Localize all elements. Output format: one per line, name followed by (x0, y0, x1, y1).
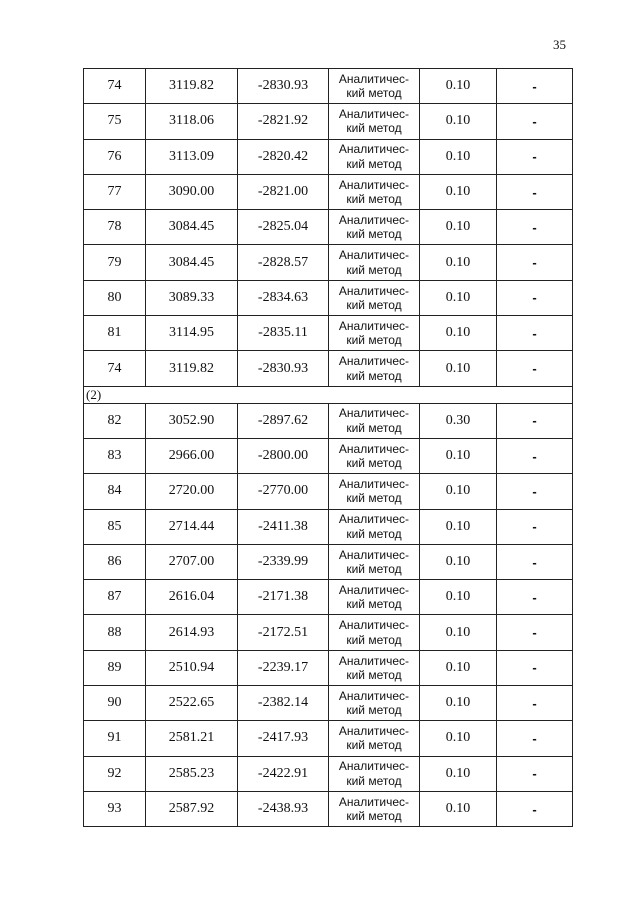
method-cell (329, 509, 420, 544)
precision-cell: 0.10 (420, 580, 497, 615)
point-number-cell: 74 (84, 69, 146, 104)
precision-cell: 0.10 (420, 104, 497, 139)
table-body (84, 69, 573, 827)
x-coordinate-cell: 3119.82 (146, 351, 238, 386)
point-number-cell: 89 (84, 650, 146, 685)
method-cell (329, 756, 420, 791)
x-coordinate-cell: 3113.09 (146, 139, 238, 174)
description-cell: - (497, 791, 573, 826)
x-coordinate-cell: 3084.45 (146, 245, 238, 280)
description-cell: - (497, 139, 573, 174)
y-coordinate-cell: -2172.51 (238, 615, 329, 650)
point-number-cell: 84 (84, 474, 146, 509)
table-row (84, 351, 573, 386)
method-cell (329, 245, 420, 280)
precision-cell: 0.10 (420, 544, 497, 579)
table-row (84, 756, 573, 791)
precision-cell: 0.10 (420, 174, 497, 209)
method-line-2: кий метод (346, 297, 402, 312)
description-cell: - (497, 69, 573, 104)
x-coordinate-cell: 2614.93 (146, 615, 238, 650)
method-line-1: Аналитичес- (338, 582, 410, 597)
method-line-1: Аналитичес- (338, 177, 410, 192)
method-line-1: Аналитичес- (338, 406, 410, 421)
table-row (84, 316, 573, 351)
table-row (84, 474, 573, 509)
precision-cell: 0.10 (420, 791, 497, 826)
precision-cell: 0.30 (420, 403, 497, 438)
method-cell (329, 280, 420, 315)
method-line-2: кий метод (346, 738, 402, 753)
x-coordinate-cell: 3089.33 (146, 280, 238, 315)
precision-cell: 0.10 (420, 438, 497, 473)
method-line-2: кий метод (346, 121, 402, 136)
y-coordinate-cell: -2382.14 (238, 686, 329, 721)
method-line-1: Аналитичес- (338, 354, 410, 369)
page-number: 35 (553, 37, 566, 52)
point-number-cell: 92 (84, 756, 146, 791)
method-cell (329, 544, 420, 579)
point-number-cell: 93 (84, 791, 146, 826)
x-coordinate-cell: 2707.00 (146, 544, 238, 579)
precision-cell: 0.10 (420, 316, 497, 351)
method-line-1: Аналитичес- (338, 107, 410, 122)
y-coordinate-cell: -2438.93 (238, 791, 329, 826)
point-number-cell: 85 (84, 509, 146, 544)
y-coordinate-cell: -2800.00 (238, 438, 329, 473)
method-line-2: кий метод (346, 667, 402, 682)
method-line-1: Аналитичес- (338, 318, 410, 333)
table-row (84, 650, 573, 685)
description-cell: - (497, 544, 573, 579)
x-coordinate-cell: 2714.44 (146, 509, 238, 544)
method-cell (329, 686, 420, 721)
y-coordinate-cell: -2830.93 (238, 69, 329, 104)
point-number-cell: 79 (84, 245, 146, 280)
method-line-2: кий метод (346, 456, 402, 471)
table-row (84, 544, 573, 579)
y-coordinate-cell: -2821.00 (238, 174, 329, 209)
method-line-1: Аналитичес- (338, 724, 410, 739)
method-line-2: кий метод (346, 227, 402, 242)
method-line-1: Аналитичес- (338, 794, 410, 809)
precision-cell: 0.10 (420, 756, 497, 791)
method-line-1: Аналитичес- (338, 653, 410, 668)
description-cell: - (497, 245, 573, 280)
table-row (84, 210, 573, 245)
method-line-2: кий метод (346, 809, 402, 824)
y-coordinate-cell: -2835.11 (238, 316, 329, 351)
point-number-cell: 83 (84, 438, 146, 473)
precision-cell: 0.10 (420, 686, 497, 721)
precision-cell: 0.10 (420, 509, 497, 544)
method-line-1: Аналитичес- (338, 441, 410, 456)
description-cell: - (497, 403, 573, 438)
description-cell: - (497, 650, 573, 685)
method-line-2: кий метод (346, 597, 402, 612)
point-number-cell: 81 (84, 316, 146, 351)
method-line-1: Аналитичес- (338, 618, 410, 633)
y-coordinate-cell: -2417.93 (238, 721, 329, 756)
description-cell: - (497, 756, 573, 791)
x-coordinate-cell: 3090.00 (146, 174, 238, 209)
method-line-1: Аналитичес- (338, 212, 410, 227)
method-line-2: кий метод (346, 491, 402, 506)
x-coordinate-cell: 3084.45 (146, 210, 238, 245)
method-line-2: кий метод (346, 562, 402, 576)
table-row (84, 403, 573, 438)
description-cell: - (497, 104, 573, 139)
description-cell: - (497, 351, 573, 386)
table-row (84, 686, 573, 721)
point-number-cell: 82 (84, 403, 146, 438)
y-coordinate-cell: -2770.00 (238, 474, 329, 509)
method-line-2: кий метод (346, 773, 402, 788)
description-cell: - (497, 210, 573, 245)
point-number-cell: 75 (84, 104, 146, 139)
table-row (84, 104, 573, 139)
y-coordinate-cell: -2897.62 (238, 403, 329, 438)
method-line-1: Аналитичес- (338, 283, 410, 298)
x-coordinate-cell: 2585.23 (146, 756, 238, 791)
precision-cell: 0.10 (420, 280, 497, 315)
table-row (84, 280, 573, 315)
y-coordinate-cell: -2171.38 (238, 580, 329, 615)
section-row (84, 386, 573, 403)
description-cell: - (497, 580, 573, 615)
point-number-cell: 77 (84, 174, 146, 209)
precision-cell: 0.10 (420, 139, 497, 174)
precision-cell: 0.10 (420, 615, 497, 650)
method-line-1: Аналитичес- (338, 477, 410, 492)
point-number-cell: 74 (84, 351, 146, 386)
point-number-cell: 88 (84, 615, 146, 650)
x-coordinate-cell: 3119.82 (146, 69, 238, 104)
x-coordinate-cell: 2581.21 (146, 721, 238, 756)
method-line-1: Аналитичес- (338, 759, 410, 774)
method-line-1: Аналитичес- (338, 547, 410, 562)
table-row (84, 509, 573, 544)
section-label: (2) (84, 386, 573, 403)
table-row (84, 580, 573, 615)
precision-cell: 0.10 (420, 351, 497, 386)
method-cell (329, 580, 420, 615)
y-coordinate-cell: -2411.38 (238, 509, 329, 544)
precision-cell: 0.10 (420, 650, 497, 685)
y-coordinate-cell: -2828.57 (238, 245, 329, 280)
point-number-cell: 91 (84, 721, 146, 756)
description-cell: - (497, 174, 573, 209)
method-line-2: кий метод (346, 262, 402, 277)
description-cell: - (497, 280, 573, 315)
method-cell (329, 139, 420, 174)
point-number-cell: 86 (84, 544, 146, 579)
method-cell (329, 104, 420, 139)
point-number-cell: 76 (84, 139, 146, 174)
method-cell (329, 351, 420, 386)
precision-cell: 0.10 (420, 474, 497, 509)
method-cell (329, 69, 420, 104)
y-coordinate-cell: -2820.42 (238, 139, 329, 174)
method-line-2: кий метод (346, 192, 402, 207)
precision-cell: 0.10 (420, 69, 497, 104)
method-line-2: кий метод (346, 333, 402, 348)
description-cell: - (497, 316, 573, 351)
method-line-2: кий метод (346, 368, 402, 383)
method-cell (329, 791, 420, 826)
x-coordinate-cell: 3118.06 (146, 104, 238, 139)
point-number-cell: 78 (84, 210, 146, 245)
y-coordinate-cell: -2821.92 (238, 104, 329, 139)
method-cell (329, 403, 420, 438)
method-line-2: кий метод (346, 632, 402, 647)
table-row (84, 245, 573, 280)
method-line-1: Аналитичес- (338, 512, 410, 527)
method-cell (329, 474, 420, 509)
precision-cell: 0.10 (420, 721, 497, 756)
method-cell (329, 316, 420, 351)
table-row (84, 438, 573, 473)
method-cell (329, 438, 420, 473)
point-number-cell: 80 (84, 280, 146, 315)
y-coordinate-cell: -2825.04 (238, 210, 329, 245)
x-coordinate-cell: 2720.00 (146, 474, 238, 509)
method-line-1: Аналитичес- (338, 142, 410, 157)
table-row (84, 174, 573, 209)
point-number-cell: 87 (84, 580, 146, 615)
description-cell: - (497, 686, 573, 721)
x-coordinate-cell: 2510.94 (146, 650, 238, 685)
x-coordinate-cell: 2966.00 (146, 438, 238, 473)
method-cell (329, 210, 420, 245)
x-coordinate-cell: 2522.65 (146, 686, 238, 721)
y-coordinate-cell: -2830.93 (238, 351, 329, 386)
table-row (84, 791, 573, 826)
point-number-cell: 90 (84, 686, 146, 721)
description-cell: - (497, 474, 573, 509)
method-line-2: кий метод (346, 703, 402, 718)
y-coordinate-cell: -2339.99 (238, 544, 329, 579)
y-coordinate-cell: -2239.17 (238, 650, 329, 685)
x-coordinate-cell: 2587.92 (146, 791, 238, 826)
method-line-2: кий метод (346, 420, 402, 435)
method-cell (329, 615, 420, 650)
coordinates-table (83, 68, 573, 827)
precision-cell: 0.10 (420, 210, 497, 245)
method-line-1: Аналитичес- (338, 248, 410, 263)
description-cell: - (497, 721, 573, 756)
table-row (84, 615, 573, 650)
method-line-2: кий метод (346, 526, 402, 541)
description-cell: - (497, 438, 573, 473)
precision-cell: 0.10 (420, 245, 497, 280)
x-coordinate-cell: 3052.90 (146, 403, 238, 438)
description-cell: - (497, 615, 573, 650)
x-coordinate-cell: 3114.95 (146, 316, 238, 351)
method-line-1: Аналитичес- (338, 688, 410, 703)
method-cell (329, 174, 420, 209)
x-coordinate-cell: 2616.04 (146, 580, 238, 615)
method-line-2: кий метод (346, 86, 402, 101)
table-row (84, 139, 573, 174)
table-row (84, 721, 573, 756)
method-cell (329, 721, 420, 756)
y-coordinate-cell: -2422.91 (238, 756, 329, 791)
description-cell: - (497, 509, 573, 544)
method-line-1: Аналитичес- (338, 71, 410, 86)
table-row (84, 69, 573, 104)
method-line-2: кий метод (346, 156, 402, 171)
method-cell (329, 650, 420, 685)
y-coordinate-cell: -2834.63 (238, 280, 329, 315)
